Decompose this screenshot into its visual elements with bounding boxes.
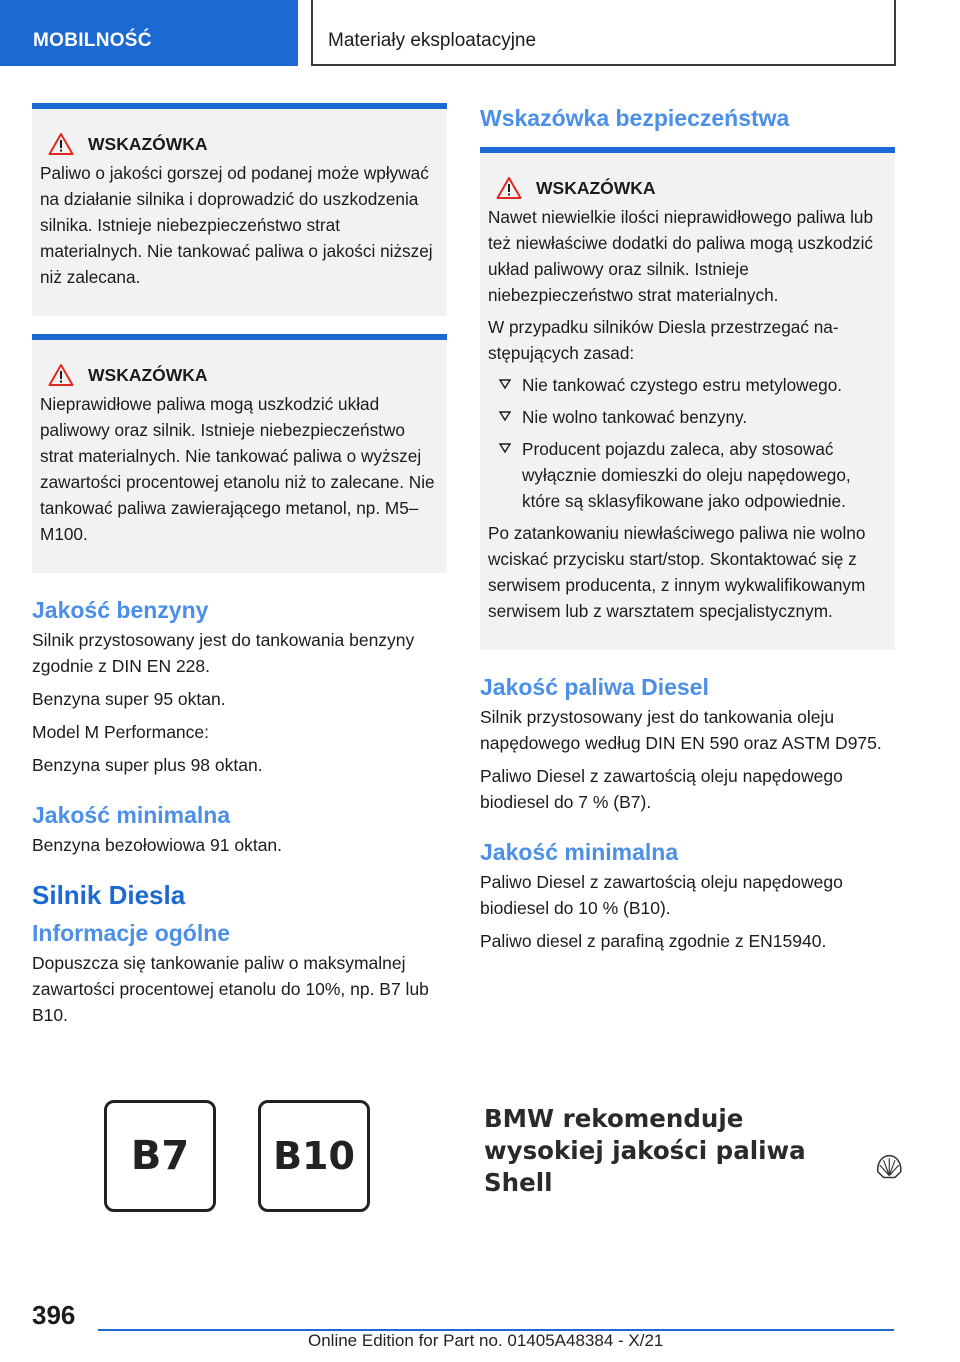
list-item: Nie wolno tankować benzyny. <box>488 404 887 430</box>
warning-text: Nieprawidłowe paliwa mogą uszkodzić układ paliwowy oraz silnik. Istnieje niebezpieczeństwo strat materialnych. Nie tankować paliwa o wyższej zawartości procentowej etanolu niż to zalecane. Nie tankować paliwa zawierającego metanol, np. M5–M100. <box>40 394 435 544</box>
minimum-quality-heading: Jakość minimalna <box>32 802 231 828</box>
section-title: Materiały eksploatacyjne <box>311 0 896 66</box>
warning-title: WSKAZÓWKA <box>88 134 208 154</box>
warning-title: WSKAZÓWKA <box>88 365 208 385</box>
warning-heading <box>40 131 439 157</box>
safety-heading: Wskazówka bezpieczeństwa <box>480 105 790 131</box>
paragraph: Paliwo Diesel z zawartością oleju napędowego biodiesel do 10 % (B10). <box>480 872 843 918</box>
warning-text: Po zatankowaniu niewłaściwego paliwa nie wolno wciskać przycisku start/stop. Skontaktować się z serwisem producenta, z innym wykwalifikowanym serwisem lub z warsztatem specjalistycznym. <box>488 523 866 621</box>
warning-text: Nawet niewielkie ilości nieprawidłowego paliwa lub też niewłaściwe dodatki do paliwa mogą uszkodzić układ paliwowy oraz silnik. Istnieje niebezpieczeństwo strat materialnych. <box>488 207 874 305</box>
warning-box <box>32 334 447 573</box>
page-header <box>0 0 960 66</box>
paragraph: Benzyna super 95 oktan. <box>32 689 226 709</box>
diesel-quality-heading: Jakość paliwa Diesel <box>480 674 709 700</box>
paragraph: Silnik przystosowany jest do tankowania oleju napędowego według DIN EN 590 oraz ASTM D975. <box>480 707 882 753</box>
paragraph: Dopuszcza się tankowanie paliw o maksymalnej zawartości procentowej etanolu do 10%, np. B7 lub B10. <box>32 953 429 1025</box>
triangle-bullet-icon <box>496 372 514 398</box>
shell-line-1: BMW rekomenduje <box>484 1104 744 1133</box>
right-column <box>480 103 895 961</box>
general-info-heading: Informacje ogólne <box>32 920 231 946</box>
warning-box <box>480 147 895 650</box>
paragraph: Silnik przystosowany jest do tankowania benzyny zgodnie z DIN EN 228. <box>32 630 415 676</box>
triangle-bullet-icon <box>496 436 514 462</box>
paragraph: Model M Performance: <box>32 722 210 742</box>
fuel-label-b10: B10 <box>258 1100 370 1212</box>
page-number: 396 <box>32 1300 76 1330</box>
warning-title: WSKAZÓWKA <box>536 178 656 198</box>
warning-triangle-icon <box>496 176 522 200</box>
edition-footer: Online Edition for Part no. 01405A48384 - X/21 <box>308 1331 664 1350</box>
paragraph: Paliwo diesel z parafiną zgodnie z EN15940. <box>480 931 827 951</box>
warning-heading <box>488 175 887 201</box>
shell-logo-icon <box>875 1152 904 1182</box>
rules-list <box>488 372 887 514</box>
paragraph: Paliwo Diesel z zawartością oleju napędowego biodiesel do 7 % (B7). <box>480 766 843 812</box>
chapter-tab[interactable]: MOBILNOŚĆ <box>0 0 298 66</box>
minimum-quality-heading: Jakość minimalna <box>480 839 679 865</box>
warning-heading <box>40 362 439 388</box>
paragraph: Benzyna super plus 98 oktan. <box>32 755 263 775</box>
warning-triangle-icon <box>48 132 74 156</box>
paragraph: Benzyna bezołowiowa 91 oktan. <box>32 835 283 855</box>
fuel-label-b7: B7 <box>104 1100 216 1212</box>
warning-text: Paliwo o jakości gorszej od podanej może wpływać na działanie silnika i doprowadzić do uszkodzenia silnika. Istnieje niebezpieczeństwo strat materialnych. Nie tankować paliwa o jakości niższej niż zalecana. <box>40 163 433 287</box>
warning-triangle-icon <box>48 363 74 387</box>
petrol-quality-heading: Jakość benzyny <box>32 597 209 623</box>
warning-text: W przypadku silników Diesla przestrzegać następujących zasad: <box>488 317 839 363</box>
diesel-engine-heading: Silnik Diesla <box>32 880 186 910</box>
list-item: Producent pojazdu zaleca, aby stosować wyłącznie domieszki do oleju napędowego, które są sklasyfikowane jako odpowiednie. <box>488 436 887 514</box>
list-item: Nie tankować czystego estru metylowego. <box>488 372 887 398</box>
shell-line-2: wysokiej jakości paliwa Shell <box>484 1136 806 1197</box>
shell-recommendation <box>484 1103 904 1199</box>
warning-box <box>32 103 447 316</box>
triangle-bullet-icon <box>496 404 514 430</box>
left-column <box>32 103 447 1035</box>
